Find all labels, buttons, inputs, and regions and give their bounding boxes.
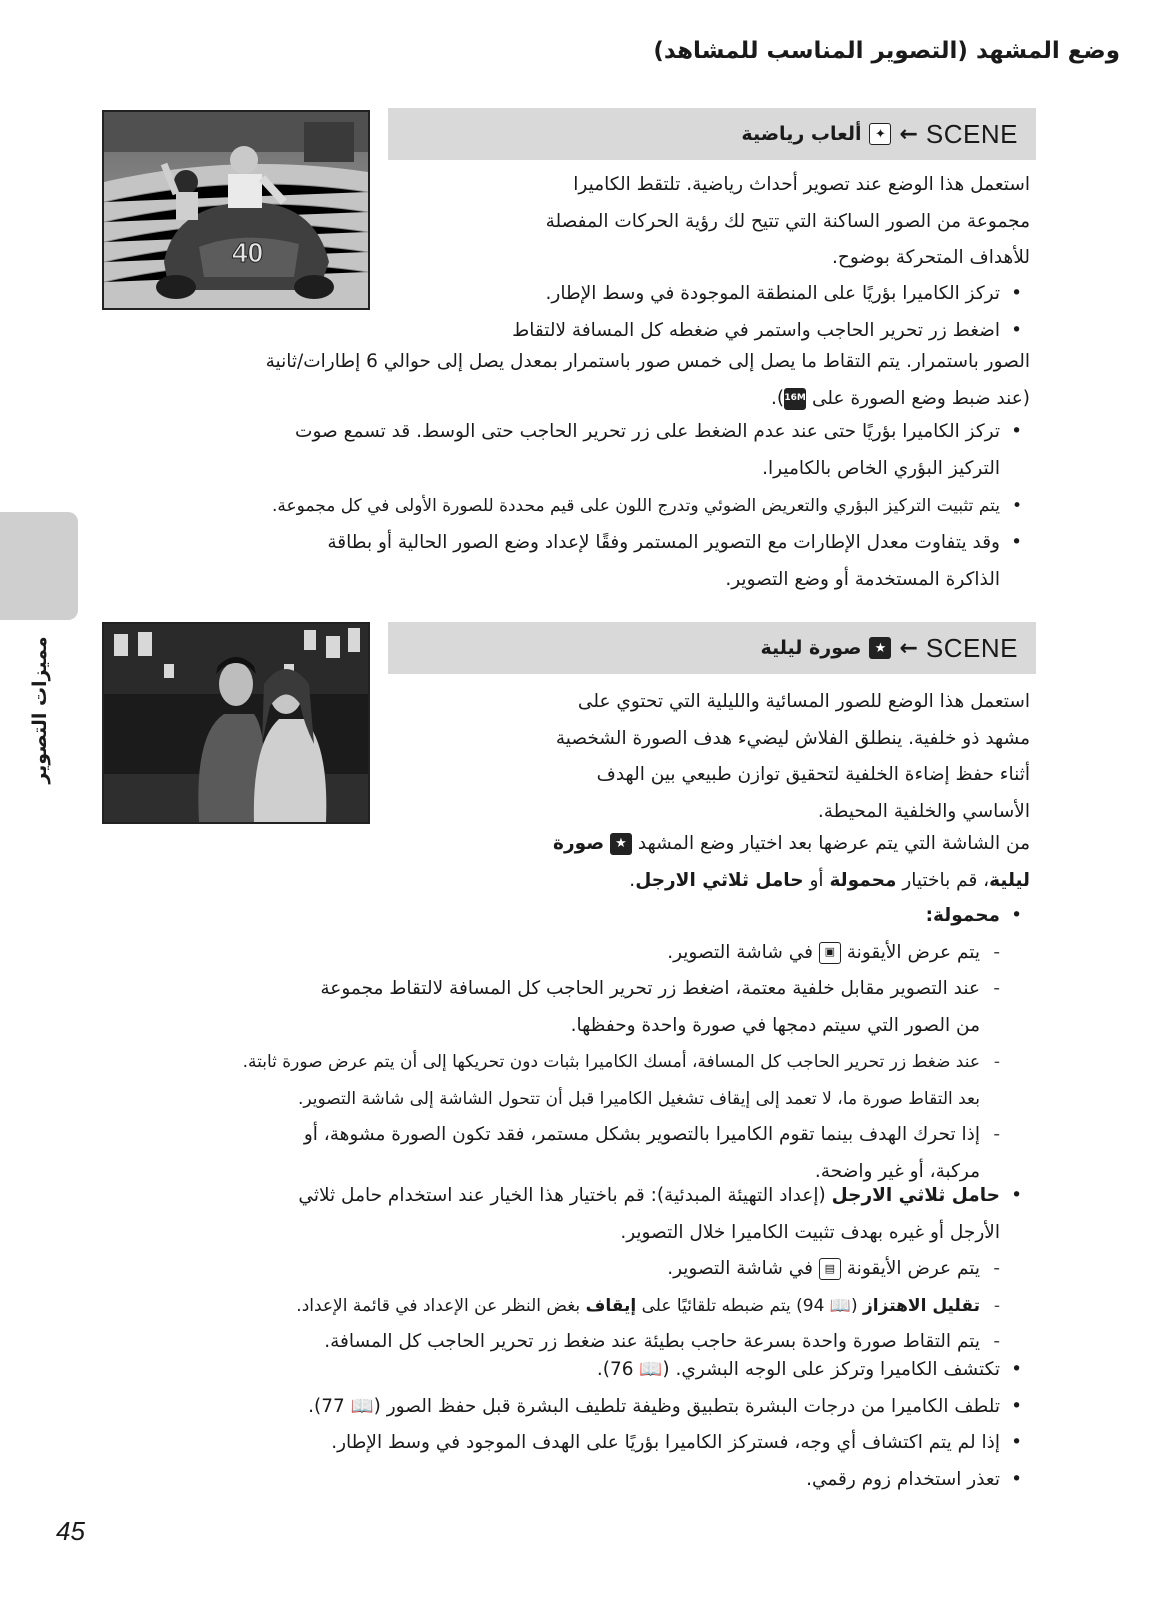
night-intro-line: مشهد ذو خلفية. ينطلق الفلاش ليضيء هدف الصورة الشخصية	[555, 727, 1030, 749]
selection-text: ، قم باختيار	[902, 869, 990, 891]
night-header	[388, 622, 1036, 674]
page-title: وضع المشهد (التصوير المناسب للمشاهد)	[653, 38, 1120, 64]
night-intro-line: أثناء حفظ إضاءة الخلفية لتحقيق توازن طبيعي بين الهدف	[596, 764, 1030, 785]
sports-bullet-line: التركيز البؤري الخاص بالكاميرا.	[762, 457, 1000, 479]
selection-text: من الشاشة التي يتم عرضها بعد اختيار وضع المشهد	[637, 833, 1030, 854]
selection-bold: صورة	[553, 833, 605, 854]
sports-header	[388, 108, 1036, 160]
tripod-item	[90, 1288, 1030, 1325]
sports-bullet-rate: • وقد يتفاوت معدل الإطارات مع التصوير المستمر وفقًا لإعداد وضع الصور الحالية أو بطاقة	[110, 525, 1030, 562]
option-tripod: حامل ثلاثي الارجل	[635, 869, 804, 891]
sports-intro-line: للأهداف المتحركة بوضوح.	[832, 247, 1030, 268]
handheld-item: - عند ضغط زر تحرير الحاجب كل المسافة، أمسك الكاميرا بثبات دون تحريكها إلى أن يتم عرض صورة ثابتة.	[90, 1044, 1030, 1081]
paren-text: (عند ضبط وضع الصورة على	[812, 387, 1030, 409]
bullet-zoom: • تعذر استخدام زوم رقمي.	[90, 1462, 1030, 1499]
dash-text: يتم ضبطه تلقائيًا على	[641, 1295, 791, 1316]
night-portrait-icon: ★	[869, 637, 891, 659]
dash-text: بغض النظر عن الإعداد في قائمة الإعداد.	[296, 1295, 581, 1316]
sports-bullets	[110, 276, 1030, 349]
tripod-heading	[90, 1178, 1030, 1215]
selection-text: .	[629, 869, 636, 891]
handheld-item-line: من الصور التي سيتم دمجها في صورة واحدة وحفظها.	[570, 1014, 980, 1036]
dash-text: في شاشة التصوير.	[667, 1258, 813, 1279]
sports-bullet-line	[110, 381, 1030, 418]
sports-bullet-locked: • يتم تثبيت التركيز البؤري والتعريض الضوئي وتدرج اللون على قيم محددة للصورة الأولى في كل مجموعة.	[110, 487, 1030, 525]
night-intro	[390, 684, 1030, 830]
page-number: 45	[56, 1516, 85, 1546]
option-handheld: محمولة	[829, 869, 897, 891]
night-portrait-icon: ★	[610, 833, 632, 855]
handheld-item: - عند التصوير مقابل خلفية معتمة، اضغط زر تحرير الحاجب كل المسافة لالتقاط مجموعة	[90, 971, 1030, 1008]
scene-label: SCENE	[925, 632, 1018, 663]
tripod-icon: ▤	[819, 1258, 841, 1280]
sports-bullet-line: الذاكرة المستخدمة أو وضع التصوير.	[725, 568, 1000, 590]
handheld-item: - إذا تحرك الهدف بينما تقوم الكاميرا بالتصوير بشكل مستمر، فقد تكون الصورة مشوهة، أو	[90, 1117, 1030, 1154]
sports-bullet-center: • تركز الكاميرا بؤريًا على المنطقة الموجودة في وسط الإطار.	[110, 276, 1030, 313]
dash-text: في شاشة التصوير.	[667, 941, 813, 963]
dash-text: يتم عرض الأيقونة	[846, 941, 980, 963]
selection-bold: ليلية	[989, 869, 1030, 891]
sports-bullet-line: الصور باستمرار. يتم التقاط ما يصل إلى خمس صور باستمرار بمعدل يصل إلى حوالي 6 إطارات/ثانية	[265, 351, 1030, 372]
sports-bullet-cont	[110, 344, 1030, 417]
tripod-label: حامل ثلاثي الارجل	[831, 1185, 1000, 1206]
tripod-text: (إعداد التهيئة المبدئية): قم باختيار هذا الخيار عند استخدام حامل ثلاثي	[298, 1185, 826, 1206]
night-photo	[102, 622, 370, 824]
vr-label: تقليل الاهتزاز	[863, 1295, 980, 1316]
handheld-item-line: مركبة، أو غير واضحة.	[814, 1160, 980, 1182]
image-mode-16m-icon: 16M	[784, 388, 806, 410]
night-portrait-image	[104, 624, 368, 822]
night-selection-line	[390, 826, 1030, 863]
handheld-label: محمولة:	[925, 905, 1000, 926]
side-label: مميزات التصوير	[29, 636, 51, 784]
handheld-item	[90, 935, 1030, 972]
sports-intro-line: مجموعة من الصور الساكنة التي تتيح لك رؤية الحركات المفصلة	[545, 210, 1030, 232]
handheld-icon: ▣	[819, 942, 841, 964]
arrow-icon: ←	[899, 635, 918, 661]
sports-bullet-af: • تركز الكاميرا بؤريًا حتى عند عدم الضغط على زر تحرير الحاجب حتى الوسط. قد تسمع صوت	[110, 414, 1030, 451]
selection-text: أو	[809, 869, 824, 891]
tripod-item	[90, 1251, 1030, 1288]
sports-intro-line: استعمل هذا الوضع عند تصوير أحداث رياضية. تلتقط الكاميرا	[573, 174, 1030, 195]
dash-text: يتم عرض الأيقونة	[846, 1258, 980, 1279]
tripod-line: الأرجل أو غيره بهدف تثبيت الكاميرا خلال التصوير.	[620, 1221, 1000, 1243]
bullet-face: • تكتشف الكاميرا وتركز على الوجه البشري. (📖 76).	[90, 1352, 1030, 1389]
bullet-noface: • إذا لم يتم اكتشاف أي وجه، فستركز الكاميرا بؤريًا على الهدف الموجود في وسط الإطار.	[90, 1425, 1030, 1462]
sports-bullet-continuous: • اضغط زر تحرير الحاجب واستمر في ضغطه كل المسافة لالتقاط	[110, 313, 1030, 350]
scene-label: SCENE	[925, 118, 1018, 149]
handheld-item-line: بعد التقاط صورة ما، لا تعمد إلى إيقاف تشغيل الكاميرا قبل أن تتحول الشاشة إلى شاشة التصوير.	[297, 1088, 980, 1109]
page-ref: (📖 94)	[796, 1295, 858, 1316]
paren-close: ).	[771, 387, 785, 409]
side-tab	[0, 512, 78, 620]
night-intro-line: الأساسي والخلفية المحيطة.	[817, 800, 1030, 822]
bullet-skin: • تلطف الكاميرا من درجات البشرة بتطبيق وظيفة تلطيف البشرة قبل حفظ الصور (📖 77).	[90, 1389, 1030, 1426]
svg-text:40: 40	[232, 237, 264, 268]
sports-bullets-2	[110, 414, 1030, 598]
night-intro-line: استعمل هذا الوضع للصور المسائية والليلية التي تحتوي على	[577, 691, 1030, 712]
night-selection	[390, 826, 1030, 899]
sports-title: ألعاب رياضية	[741, 123, 862, 145]
arrow-icon: ←	[899, 121, 918, 147]
night-selection-line	[390, 863, 1030, 900]
handheld-heading	[90, 898, 1030, 935]
tripod-item: - يتم التقاط صورة واحدة بسرعة حاجب بطيئة عند ضغط زر تحرير الحاجب كل المسافة.	[90, 1324, 1030, 1361]
sports-icon: ✦	[869, 123, 891, 145]
off-label: إيقاف	[585, 1295, 637, 1316]
night-bullets	[90, 1352, 1030, 1498]
night-title: صورة ليلية	[760, 637, 862, 659]
night-handheld	[90, 898, 1030, 1190]
sports-intro	[390, 167, 1030, 277]
night-tripod	[90, 1178, 1030, 1361]
